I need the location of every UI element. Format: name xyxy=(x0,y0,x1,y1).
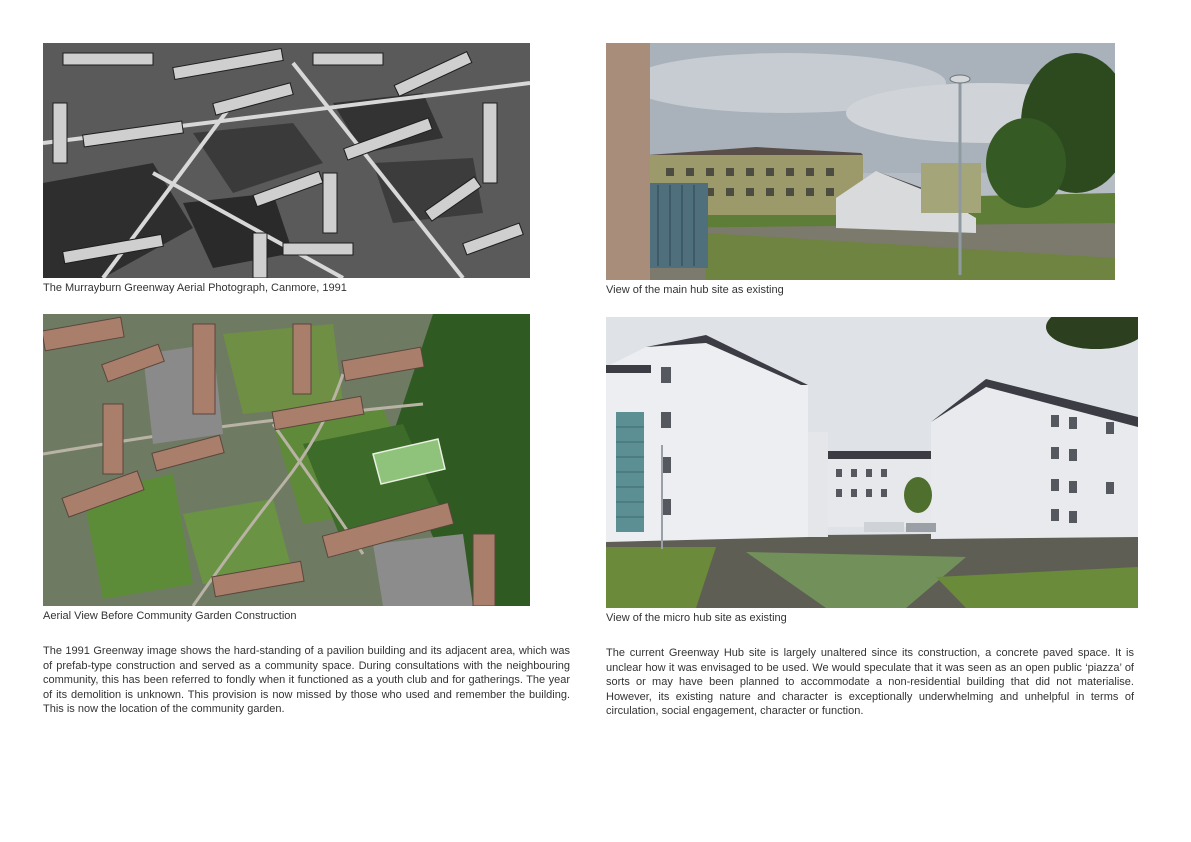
caption-micro-hub: View of the micro hub site as existing xyxy=(606,612,787,624)
aerial-photo-1991 xyxy=(43,43,530,278)
aerial-view-before-garden xyxy=(43,314,530,606)
paragraph-left: The 1991 Greenway image shows the hard-standing of a pavilion building and its adjacent area, which was of prefab-type construction and served as a community space. During consultations with the neighbouring community, this has been referred to fondly when it functioned as a youth club and for gatherings. The year of its demolition is unknown. This provision is now missed by those who used and remember the building. This is now the location of the community garden. xyxy=(43,645,570,716)
caption-main-hub: View of the main hub site as existing xyxy=(606,284,784,296)
caption-aerial-before-garden: Aerial View Before Community Garden Construction xyxy=(43,610,297,622)
micro-hub-site-photo xyxy=(606,317,1138,608)
main-hub-site-photo xyxy=(606,43,1115,280)
caption-aerial-1991: The Murrayburn Greenway Aerial Photograph, Canmore, 1991 xyxy=(43,282,347,294)
paragraph-right: The current Greenway Hub site is largely unaltered since its construction, a concrete paved space. It is unclear how it was envisaged to be used. We would speculate that it was seen as an open public ‘piazza’ of sorts or may have been planned to accommodate a non-residential building that did not materialise. However, its existing nature and character is exceptionally underwhelming and unhelpful in terms of circulation, social engagement, character or function. xyxy=(606,647,1134,718)
